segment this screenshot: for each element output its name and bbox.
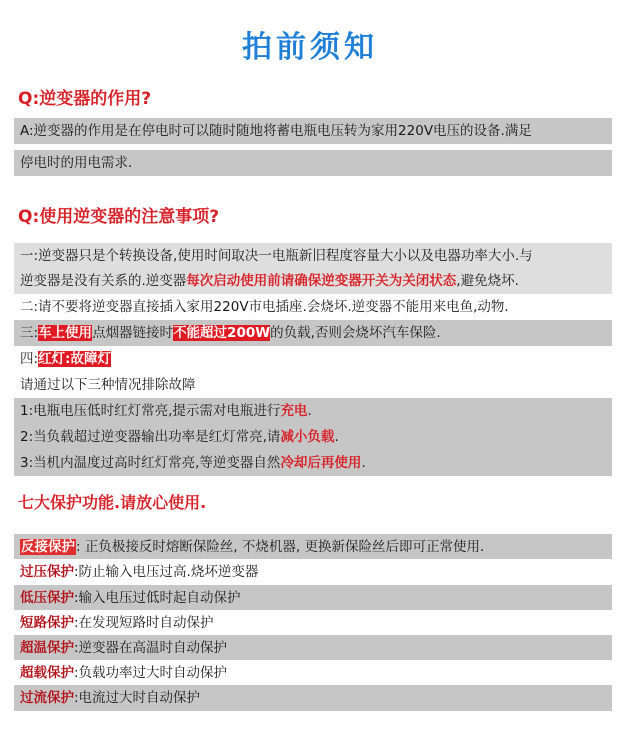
question-purpose: Q:逆变器的作用? <box>18 89 152 109</box>
protection-item <box>14 685 612 711</box>
precaution-text: ,避免烧坏. <box>456 273 519 289</box>
fault-instructions <box>14 372 612 398</box>
protection-item <box>14 635 612 661</box>
precaution-text: 请通过以下三种情况排除故障 <box>20 377 196 393</box>
fault-text: 3:当机内温度过高时红灯常亮,等逆变器自然 <box>20 455 281 471</box>
fault-action: 冷却后再使用 <box>280 455 362 471</box>
precaution-item-2 <box>14 294 612 321</box>
protection-item <box>14 610 612 637</box>
answer-purpose-line1 <box>14 118 612 144</box>
protection-label: 短路保护 <box>20 615 74 631</box>
protection-item <box>14 534 612 560</box>
precaution-text: 逆变器是没有关系的.逆变器 <box>20 273 187 289</box>
protection-label: 低压保护 <box>20 590 74 606</box>
fault-text: . <box>307 403 312 419</box>
precaution-warning: 每次启动使用前请确保逆变器开关为关闭状态 <box>186 273 457 289</box>
fault-text: 2:当负载超过逆变器输出功率是红灯常亮,请 <box>20 429 281 445</box>
precaution-warning: 车上使用 <box>38 325 93 341</box>
answer-text: A:逆变器的作用是在停电时可以随时随地将蓄电瓶电压转为家用220V电压的设备.满足 <box>20 123 532 139</box>
precaution-text: 的负载,否则会烧坏汽车保险. <box>270 325 441 341</box>
protection-label: 过压保护 <box>20 564 74 580</box>
protection-text: :在发现短路时自动保护 <box>74 615 214 631</box>
precaution-text: 点烟器链接时 <box>92 325 174 341</box>
protection-text: : 正负极接反时熔断保险丝, 不烧机器, 更换新保险丝后即可正常使用. <box>76 539 485 555</box>
precaution-text: 四: <box>20 351 39 367</box>
fault-case-1 <box>14 398 612 424</box>
answer-text: 停电时的用电需求. <box>20 155 133 171</box>
fault-case-2 <box>14 424 612 450</box>
precaution-item-1-line1 <box>14 243 612 269</box>
protection-label: 超载保护 <box>20 665 74 681</box>
precaution-text: 二:请不要将逆变器直接插入家用220V市电插座.会烧坏.逆变器不能用来电鱼,动物. <box>20 299 509 315</box>
protection-item <box>14 559 612 586</box>
fault-case-3 <box>14 450 612 476</box>
precaution-text: 三: <box>20 325 39 341</box>
protection-text: :防止输入电压过高.烧坏逆变器 <box>74 564 259 580</box>
page-title: 拍前须知 <box>242 30 378 65</box>
protection-label: 反接保护 <box>21 539 75 555</box>
fault-text: . <box>361 455 366 471</box>
fault-action: 减小负载 <box>280 429 335 445</box>
protection-text: :电流过大时自动保护 <box>74 690 201 706</box>
precaution-text: 一:逆变器只是个转换设备,使用时间取决一电瓶新旧程度容量大小以及电器功率大小.与 <box>20 248 533 264</box>
protection-text: :逆变器在高温时自动保护 <box>74 640 228 656</box>
protection-text: :负载功率过大时自动保护 <box>74 665 228 681</box>
question-precautions: Q:使用逆变器的注意事项? <box>18 207 220 227</box>
protection-text: :输入电压过低时起自动保护 <box>74 590 241 606</box>
protection-item <box>14 585 612 611</box>
precaution-item-4 <box>14 346 612 373</box>
precaution-warning: 不能超过200W <box>173 325 271 341</box>
protection-label: 超温保护 <box>20 640 74 656</box>
protection-heading: 七大保护功能.请放心使用. <box>18 493 207 512</box>
protection-label: 过流保护 <box>20 690 74 706</box>
protection-item <box>14 660 612 687</box>
fault-action: 充电 <box>280 403 308 419</box>
fault-text: 1:电瓶电压低时红灯常亮,提示需对电瓶进行 <box>20 403 281 419</box>
fault-light-label: 红灯:故障灯 <box>38 351 111 367</box>
precaution-item-1-line2 <box>14 268 612 295</box>
answer-purpose-line2 <box>14 150 612 176</box>
precaution-item-3 <box>14 320 612 346</box>
fault-text: . <box>334 429 339 445</box>
